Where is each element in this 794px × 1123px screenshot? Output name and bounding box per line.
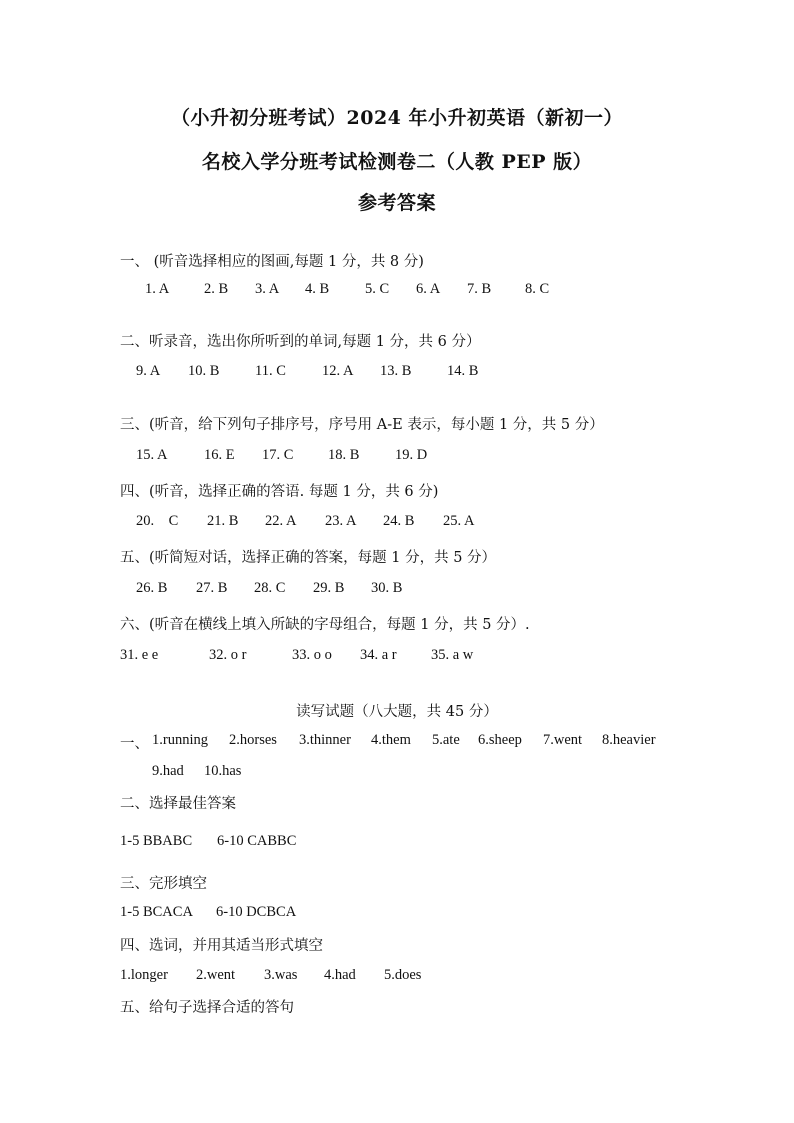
answer-item: 32. o r	[209, 647, 247, 663]
answer-item: 29. B	[313, 580, 345, 596]
answer-item: 4. B	[305, 281, 330, 297]
answer-item: 1-5 BCACA	[120, 904, 193, 920]
answer-item: 35. a w	[431, 647, 474, 663]
listening-section-4-heading: 四、(听音，选择正确的答语. 每题 1 分，共 6 分)	[120, 484, 439, 500]
page-title-line2: 名校入学分班考试检测卷二（人教 PEP 版）	[201, 151, 593, 173]
answer-item: 2.horses	[229, 732, 277, 748]
answer-item: 13. B	[380, 363, 412, 379]
page-title-answer-key: 参考答案	[357, 192, 436, 214]
answer-item: 5.ate	[432, 732, 460, 748]
listening-section-1-heading: 一、 (听音选择相应的图画,每题 1 分，共 8 分)	[120, 254, 424, 270]
page-title-line1: （小升初分班考试）2024 年小升初英语（新初一）	[171, 107, 623, 129]
answer-item: 6. A	[416, 281, 441, 297]
answer-item: 4.them	[371, 732, 411, 748]
answer-item: 6-10 CABBC	[217, 833, 297, 849]
answer-item: 3.was	[264, 967, 298, 983]
answer-item: 4.had	[324, 967, 356, 983]
answer-item: 1. A	[145, 281, 170, 297]
answer-item: 6-10 DCBCA	[216, 904, 297, 920]
reading-section-2-heading: 二、选择最佳答案	[120, 796, 236, 812]
answer-item: 3. A	[255, 281, 280, 297]
answer-item: 12. A	[322, 363, 354, 379]
answer-item: 16. E	[204, 447, 235, 463]
answer-item: 8. C	[525, 281, 550, 297]
listening-section-6-heading: 六、(听音在横线上填入所缺的字母组合，每题 1 分，共 5 分）.	[120, 617, 530, 633]
answer-item: 1.running	[152, 732, 208, 748]
answer-item: 3.thinner	[299, 732, 351, 748]
answer-item: 24. B	[383, 513, 415, 529]
listening-section-5-heading: 五、(听简短对话，选择正确的答案，每题 1 分，共 5 分）	[120, 550, 497, 566]
answer-item: 5.does	[384, 967, 422, 983]
answer-item: 1-5 BBABC	[120, 833, 193, 849]
answer-item: 2. B	[204, 281, 229, 297]
reading-section-4-heading: 四、选词，并用其适当形式填空	[120, 938, 323, 954]
answer-item: 31. e e	[120, 647, 159, 663]
answer-item: 22. A	[265, 513, 297, 529]
answer-item: 1.longer	[120, 967, 168, 983]
answer-item: 19. D	[395, 447, 428, 463]
answer-item: 2.went	[196, 967, 236, 983]
answer-item: 33. o o	[292, 647, 332, 663]
answer-item: 5. C	[365, 281, 390, 297]
answer-item: 27. B	[196, 580, 228, 596]
answer-item: 6.sheep	[478, 732, 522, 748]
answer-item: 30. B	[371, 580, 403, 596]
answer-item: 14. B	[447, 363, 479, 379]
answer-item: 34. a r	[360, 647, 397, 663]
answer-item: 10.has	[204, 763, 242, 779]
answer-item: 9. A	[136, 363, 161, 379]
answer-item: 8.heavier	[602, 732, 656, 748]
answer-item: 11. C	[255, 363, 286, 379]
answer-item: 17. C	[262, 447, 294, 463]
answer-item: 26. B	[136, 580, 168, 596]
answer-item: 7.went	[543, 732, 583, 748]
answer-item: 18. B	[328, 447, 360, 463]
answer-item: 20. C	[136, 513, 179, 529]
reading-section-1-heading: 一、	[120, 736, 149, 752]
answer-item: 15. A	[136, 447, 168, 463]
answer-item: 10. B	[188, 363, 220, 379]
reading-writing-title: 读写试题（八大题，共 45 分）	[296, 704, 498, 720]
answer-item: 25. A	[443, 513, 475, 529]
answer-item: 23. A	[325, 513, 357, 529]
answer-item: 7. B	[467, 281, 492, 297]
reading-section-3-heading: 三、完形填空	[120, 876, 207, 892]
answer-item: 9.had	[152, 763, 184, 779]
answer-item: 28. C	[254, 580, 286, 596]
answer-item: 21. B	[207, 513, 239, 529]
listening-section-2-heading: 二、听录音，选出你所听到的单词,每题 1 分，共 6 分）	[120, 334, 481, 350]
listening-section-3-heading: 三、(听音，给下列句子排序号，序号用 A-E 表示，每小题 1 分，共 5 分）	[120, 417, 604, 433]
reading-section-5-heading: 五、给句子选择合适的答句	[120, 1000, 294, 1016]
